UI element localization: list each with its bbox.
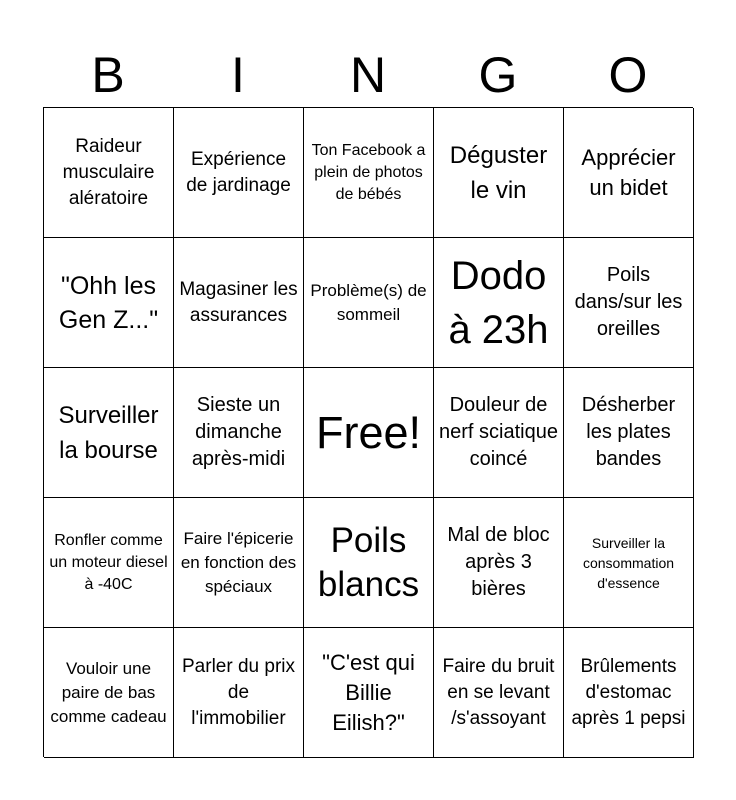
- bingo-cell[interactable]: [434, 238, 564, 368]
- bingo-cell[interactable]: [564, 368, 694, 498]
- cell-text: Apprécier un bidet: [581, 144, 676, 200]
- bingo-cell[interactable]: [304, 498, 434, 628]
- cell-text: Magasiner les assurances: [179, 278, 298, 326]
- bingo-cell[interactable]: [304, 238, 434, 368]
- cell-text: Expérience de jardinage: [186, 148, 291, 196]
- cell-text: Problème(s) de sommeil: [310, 280, 427, 324]
- bingo-cell[interactable]: [304, 108, 434, 238]
- cell-text: Dodo à 23h: [448, 253, 549, 352]
- bingo-cell[interactable]: [174, 628, 304, 758]
- bingo-cell[interactable]: [174, 498, 304, 628]
- bingo-board: [43, 107, 693, 757]
- bingo-cell[interactable]: [174, 368, 304, 498]
- cell-text: Mal de bloc après 3 bières: [447, 524, 550, 600]
- cell-text: Poils blancs: [317, 520, 420, 604]
- bingo-cell[interactable]: [564, 498, 694, 628]
- bingo-cell[interactable]: [174, 238, 304, 368]
- cell-text: "Ohh les Gen Z...": [58, 271, 159, 334]
- cell-text: Brûlements d'estomac après 1 pepsi: [571, 655, 686, 729]
- cell-text: Faire du bruit en se levant /s'assoyant: [442, 655, 555, 729]
- header-letter-i: I: [231, 47, 245, 103]
- bingo-header: [43, 44, 693, 106]
- bingo-cell[interactable]: [304, 628, 434, 758]
- cell-text: Surveiller la bourse: [58, 401, 159, 464]
- bingo-cell[interactable]: [44, 368, 174, 498]
- bingo-cell[interactable]: [44, 628, 174, 758]
- cell-text: Raideur musculaire alératoire: [62, 135, 155, 209]
- free-space-text: Free!: [315, 406, 422, 458]
- bingo-cell[interactable]: [434, 628, 564, 758]
- bingo-cell[interactable]: [434, 108, 564, 238]
- cell-text: Ton Facebook a plein de photos de bébés: [311, 141, 426, 203]
- cell-text: Surveiller la consommation d'essence: [582, 534, 675, 591]
- cell-text: Vouloir une paire de bas comme cadeau: [50, 658, 167, 726]
- bingo-cell[interactable]: [44, 498, 174, 628]
- bingo-cell[interactable]: [44, 238, 174, 368]
- cell-text: Douleur de nerf sciatique coincé: [439, 394, 558, 470]
- cell-text: Poils dans/sur les oreilles: [574, 264, 683, 340]
- bingo-cell[interactable]: [564, 108, 694, 238]
- cell-text: Faire l'épicerie en fonction des spéciaux: [180, 528, 297, 596]
- bingo-cell[interactable]: [434, 498, 564, 628]
- cell-text: Parler du prix de l'immobilier: [182, 655, 295, 729]
- header-letter-o: O: [608, 47, 648, 103]
- bingo-cell[interactable]: [564, 628, 694, 758]
- bingo-cell free-space[interactable]: [304, 368, 434, 498]
- header-letter-n: N: [349, 47, 387, 103]
- bingo-cell[interactable]: [174, 108, 304, 238]
- header-letter-g: G: [478, 47, 518, 103]
- bingo-cell[interactable]: [434, 368, 564, 498]
- cell-text: Sieste un dimanche après-midi: [191, 394, 286, 470]
- cell-text: Déguster le vin: [449, 141, 548, 204]
- cell-text: Désherber les plates bandes: [581, 394, 676, 470]
- header-letter-b: B: [91, 47, 125, 103]
- cell-text: Ronfler comme un moteur diesel à -40C: [49, 531, 168, 593]
- bingo-cell[interactable]: [44, 108, 174, 238]
- bingo-cell[interactable]: [564, 238, 694, 368]
- cell-text: "C'est qui Billie Eilish?": [322, 649, 415, 735]
